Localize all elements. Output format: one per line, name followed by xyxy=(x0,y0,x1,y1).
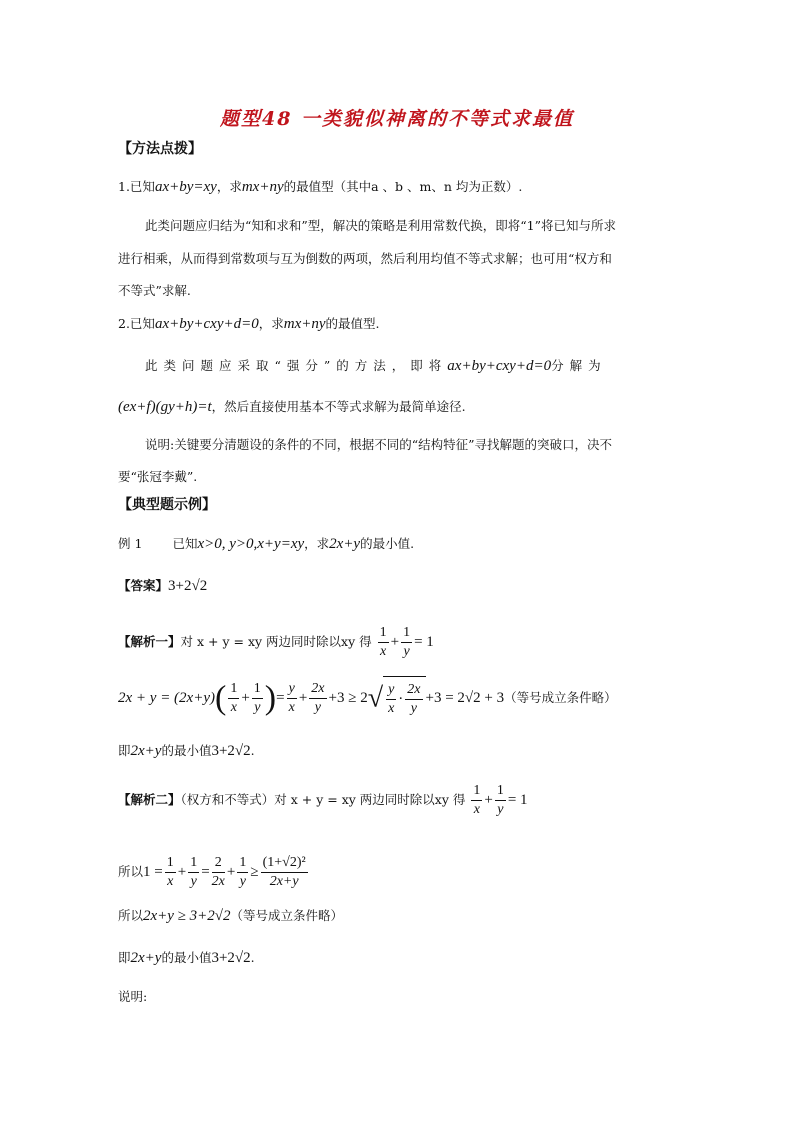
section-method-heading: 【方法点拨】 xyxy=(118,141,202,157)
fraction-1-over-y: $\frac{1}{y}$ xyxy=(403,625,411,659)
solution-1-equation: 2x + y = (2x+y)( $\frac{1}{x}$ + $\frac{1}{y}$ )= $\frac{y}{x}$ + $\frac{2x}{y}$ +3 ≥ 2√ $\frac{y}{x}$ · $\frac{2x}{y}$ +3 = 2√2 + 3（等号成立条件略） xyxy=(118,676,678,721)
method-item-1: 1.已知ax+by=xy，求mx+ny的最值型（其中a 、b 、m、n 均为正数）. xyxy=(118,179,523,195)
method-paragraph-1-line-2: 进行相乘，从而得到常数项与互为倒数的两项，然后利用均值不等式求解；也可用“权方和 xyxy=(118,251,612,266)
example-1-stem: 例 1 已知x>0, y>0,x+y=xy，求2x+y的最小值. xyxy=(118,536,415,552)
section-examples-heading: 【典型题示例】 xyxy=(118,497,216,513)
method-paragraph-2-line-2: (ex+f)(gy+h)=t，然后直接使用基本不等式求解为最简单途径. xyxy=(118,399,466,415)
page-title: 题型48 一类貌似神离的不等式求最值 xyxy=(219,108,575,130)
solution-1-intro: 【解析一】对 x + y = xy 两边同时除以xy 得 $\frac{1}{x}$ + $\frac{1}{y}$ = 1 xyxy=(118,625,434,659)
method-paragraph-1-line-3: 不等式”求解. xyxy=(118,283,191,298)
solution-2-intro: 【解析二】（权方和不等式）对 x + y = xy 两边同时除以xy 得 $\frac{1}{x}$ + $\frac{1}{y}$ = 1 xyxy=(118,783,528,817)
method-note-line-1: 说明:关键要分清题设的条件的不同，根据不同的“结构特征”寻找解题的突破口，决不 xyxy=(145,437,612,452)
solution-1-conclusion: 即2x+y的最小值3+2√2. xyxy=(118,743,255,759)
method-note-line-2: 要“张冠李戴”. xyxy=(118,469,198,484)
solution-2-equation: 所以1 = $\frac{1}{x}$ + $\frac{1}{y}$ = $\frac{2}{2x}$ + $\frac{1}{y}$ ≥ $\frac{\text{(1+√2)²}}{2x+y}$ xyxy=(118,855,306,889)
method-paragraph-1-line-1: 此类问题应归结为“知和求和”型，解决的策略是利用常数代换，即将“1”将已知与所求 xyxy=(145,218,617,233)
example-label: 例 1 xyxy=(118,536,143,551)
method-paragraph-2-line-1: 此类问题应采取“强分”的方法，即将ax+by+cxy+d=0分解为 xyxy=(145,358,607,374)
example-1-answer: 【答案】3+2√2 xyxy=(118,578,208,594)
remark: 说明: xyxy=(118,989,148,1004)
fraction-1-over-x: $\frac{1}{x}$ xyxy=(379,625,387,659)
solution-2-conclusion: 即2x+y的最小值3+2√2. xyxy=(118,950,255,966)
method-item-2: 2.已知ax+by+cxy+d=0，求mx+ny的最值型. xyxy=(118,316,380,332)
solution-2-inequality: 所以2x+y ≥ 3+2√2（等号成立条件略） xyxy=(118,908,344,924)
